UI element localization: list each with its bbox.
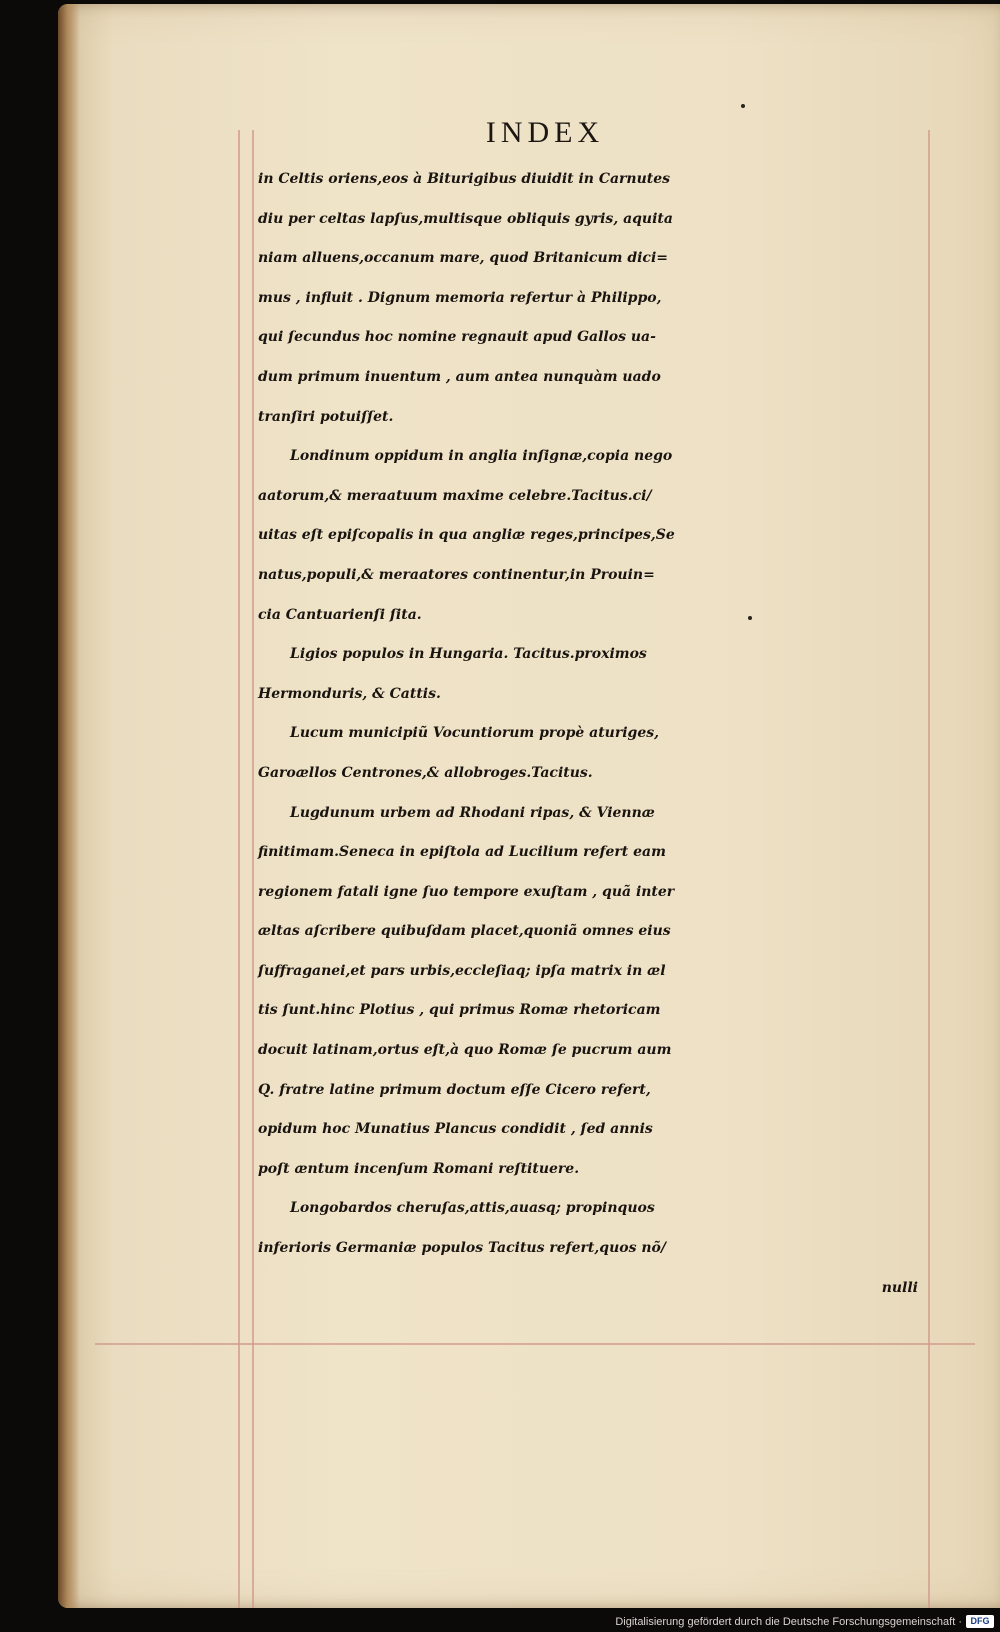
- text-line: tis ſunt.hinc Plotius , qui primus Romæ rhetoricam: [258, 1002, 661, 1019]
- footer-bar: [0, 1608, 1000, 1632]
- text-line: tranſiri potuiſſet.: [258, 408, 394, 425]
- index-entry-longobardos: Longobardos cheruſas,attis,auasq; propinquos: [290, 1200, 655, 1217]
- text-line: dum primum inuentum , aum antea nunquàm uado: [258, 368, 661, 385]
- catchword: nulli: [881, 1279, 918, 1296]
- text-line: docuit latinam,ortus eſt,à quo Romæ ſe pucrum aum: [258, 1042, 672, 1059]
- text-line: opidum hoc Munatius Plancus condidit , ſed annis: [258, 1121, 653, 1138]
- text-line: Q. fratre latine primum doctum eſſe Cicero refert,: [258, 1081, 651, 1098]
- index-text-block: [258, 160, 938, 1308]
- index-entry-ligios: Ligios populos in Hungaria. Tacitus.proximos: [290, 646, 647, 663]
- margin-rule: [238, 130, 240, 1610]
- text-line: ſuffraganei,et pars urbis,eccleſiaq; ipſa matrix in æl: [258, 962, 666, 979]
- text-line: Hermonduris, & Cattis.: [258, 685, 441, 702]
- text-line: aatorum,& meraatuum maxime celebre.Tacitus.ci/: [258, 487, 652, 504]
- text-line: regionem fatali igne ſuo tempore exuſtam , quã inter: [258, 883, 675, 900]
- text-line: in Celtis oriens,eos à Biturigibus diuidit in Carnutes: [258, 171, 671, 187]
- index-entry-lugdunum: Lugdunum urbem ad Rhodani ripas, & Viennæ: [290, 804, 655, 821]
- ink-speck: [741, 104, 745, 108]
- text-line: natus,populi,& meraatores continentur,in Prouin=: [258, 566, 655, 583]
- text-line: æltas aſcribere quibuſdam placet,quoniã omnes eius: [258, 923, 671, 940]
- index-entry-londinum: Londinum oppidum in anglia inſignæ,copia nego: [290, 448, 673, 465]
- text-line: Garoællos Centrones,& allobroges.Tacitus.: [258, 764, 593, 781]
- text-line: mus , influit . Dignum memoria refertur à Philippo,: [258, 289, 662, 306]
- text-line: uitas eſt epiſcopalis in qua angliæ reges,principes,Se: [258, 527, 675, 544]
- page-gutter-shadow: [58, 4, 80, 1608]
- text-line: poſt æntum incenſum Romani reſtituere.: [258, 1160, 580, 1177]
- index-entry-lucum: Lucum municipiũ Vocuntiorum propè aturiges,: [290, 725, 660, 742]
- text-line: qui ſecundus hoc nomine regnauit apud Gallos ua-: [258, 329, 656, 346]
- dfg-logo: DFG: [966, 1615, 994, 1628]
- margin-rule: [252, 130, 254, 1610]
- text-line: finitimam.Seneca in epiſtola ad Lucilium refert eam: [258, 844, 666, 861]
- text-line: niam alluens,occanum mare, quod Britanicum dici=: [258, 250, 669, 267]
- funding-credit: Digitalisierung gefördert durch die Deutsche Forschungsgemeinschaft ·: [615, 1616, 962, 1628]
- text-line: inferioris Germaniæ populos Tacitus refert,quos nõ/: [258, 1240, 666, 1257]
- text-line: diu per celtas lapſus,multisque obliquis gyris, aquita: [258, 210, 673, 227]
- margin-rule: [95, 1343, 975, 1345]
- page-header: INDEX: [485, 116, 605, 149]
- text-line: cia Cantuarienſi ſita.: [258, 606, 422, 623]
